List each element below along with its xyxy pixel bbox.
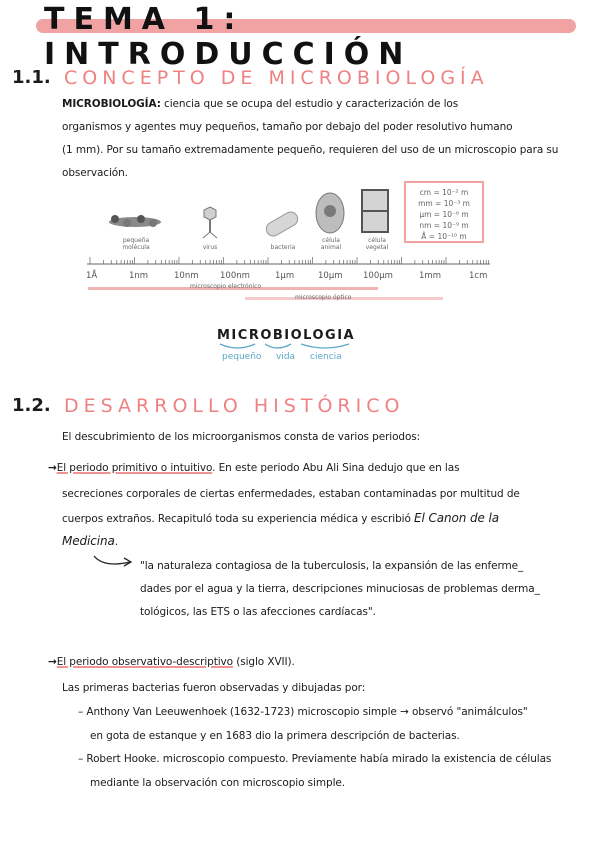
bullet-1-line-1: – Anthony Van Leeuwenhoek (1632-1723) microscopio simple → observó "animálculos" [78, 706, 528, 718]
plant-cell-icon [362, 190, 388, 232]
etymology-part-3: ciencia [310, 352, 342, 362]
definition-line-2: organismos y agentes muy pequeños, tamaño por debajo del poder resolutivo humano [62, 121, 513, 133]
page-title: TEMA 1: INTRODUCCIÓN [44, 2, 413, 72]
etymology-part-1: pequeño [222, 352, 262, 362]
period-2-line-1 [48, 656, 295, 668]
period-1-line-3 [62, 511, 592, 525]
period-1-text: . En este periodo Abu Ali Sina dedujo que en las [212, 462, 460, 474]
unit-cm: cm = 10⁻² m [419, 188, 469, 197]
curved-arrow-icon [90, 550, 140, 572]
unit-mm: mm = 10⁻³ m [418, 199, 470, 208]
organism-illustrations [85, 185, 405, 245]
etymology-part-2: vida [276, 352, 296, 362]
section-1-number: 1.1. [12, 67, 51, 88]
label-virus: virus [202, 244, 218, 251]
etymology-word: MICROBIOLOGIA [217, 328, 356, 343]
tick-1mm: 1mm [419, 271, 441, 281]
definition-text: ciencia que se ocupa del estudio y caracterización de los [160, 98, 459, 110]
arrow-icon: → [48, 656, 57, 668]
quote-line-1: "la naturaleza contagiosa de la tuberculosis, la expansión de las enferme_ [140, 560, 524, 572]
period-1-end: . [114, 536, 119, 548]
tick-100nm: 100nm [220, 271, 250, 281]
label-bacteria: bacteria [270, 244, 296, 251]
animal-cell-icon [316, 193, 344, 233]
period-1-label: El periodo primitivo o intuitivo [56, 462, 213, 474]
section-2-number: 1.2. [12, 395, 51, 416]
definition-line-4: observación. [62, 167, 128, 179]
period-1-line-1 [48, 462, 459, 474]
electron-microscope-label: microscopio electrónico [190, 283, 262, 290]
molecule-icon [109, 215, 161, 227]
period-2-text: (siglo XVII). [232, 656, 295, 668]
tick-1um: 1μm [275, 271, 295, 281]
section-1-title: CONCEPTO DE MICROBIOLOGÍA [64, 67, 489, 89]
tick-10um: 10μm [318, 271, 343, 281]
quote-line-3: tológicos, las ETS o las afecciones cardíacas". [140, 606, 376, 618]
bullet-1-line-2: en gota de estanque y en 1683 dio la primera descripción de bacterias. [90, 730, 460, 742]
unit-um: μm = 10⁻⁶ m [419, 210, 469, 219]
virus-icon [203, 207, 217, 238]
book-title-part-1: El Canon de la [414, 511, 499, 525]
section-2-title: DESARROLLO HISTÓRICO [64, 395, 405, 417]
etymology-braces [217, 342, 357, 352]
optical-microscope-label: microscopio óptico [295, 294, 352, 301]
period-2-line-2: Las primeras bacterias fueron observadas y dibujadas por: [62, 682, 366, 694]
unit-angstrom: Å = 10⁻¹⁰ m [421, 232, 467, 241]
period-1-line-2: secreciones corporales de ciertas enfermedades, estaban contaminadas por multitud de [62, 488, 520, 500]
history-intro: El descubrimiento de los microorganismos consta de varios periodos: [62, 431, 421, 443]
label-plant-cell: célula vegetal [365, 237, 389, 251]
size-ruler [85, 254, 495, 272]
bacteria-icon [264, 209, 300, 238]
label-animal-cell: célula animal [320, 237, 342, 251]
tick-1a: 1Å [86, 271, 98, 281]
tick-100um: 100μm [363, 271, 393, 281]
tick-1nm: 1nm [129, 271, 149, 281]
period-2-label: El periodo observativo-descriptivo [56, 656, 233, 668]
unit-nm: nm = 10⁻⁹ m [419, 221, 469, 230]
tick-10nm: 10nm [174, 271, 199, 281]
label-molecule: pequeña molécula [122, 237, 150, 251]
book-title-part-2: Medicina [62, 534, 115, 548]
bullet-2-line-2: mediante la observación con microscopio simple. [90, 777, 345, 789]
period-1-line-3-text: cuerpos extraños. Recapituló toda su experiencia médica y escribió [62, 513, 415, 525]
arrow-icon: → [48, 462, 57, 474]
definition-line-1 [62, 98, 592, 110]
quote-line-2: dades por el agua y la tierra, descripciones minuciosas de problemas derma_ [140, 583, 540, 595]
definition-term: MICROBIOLOGÍA: [62, 98, 161, 110]
bullet-2-line-1: – Robert Hooke. microscopio compuesto. Previamente había mirado la existencia de células [78, 753, 552, 765]
units-box [404, 181, 484, 243]
period-1-line-4 [62, 534, 592, 548]
tick-1cm: 1cm [469, 271, 488, 281]
definition-line-3: (1 mm). Por su tamaño extremadamente pequeño, requieren del uso de un microscopio para su [62, 144, 559, 156]
